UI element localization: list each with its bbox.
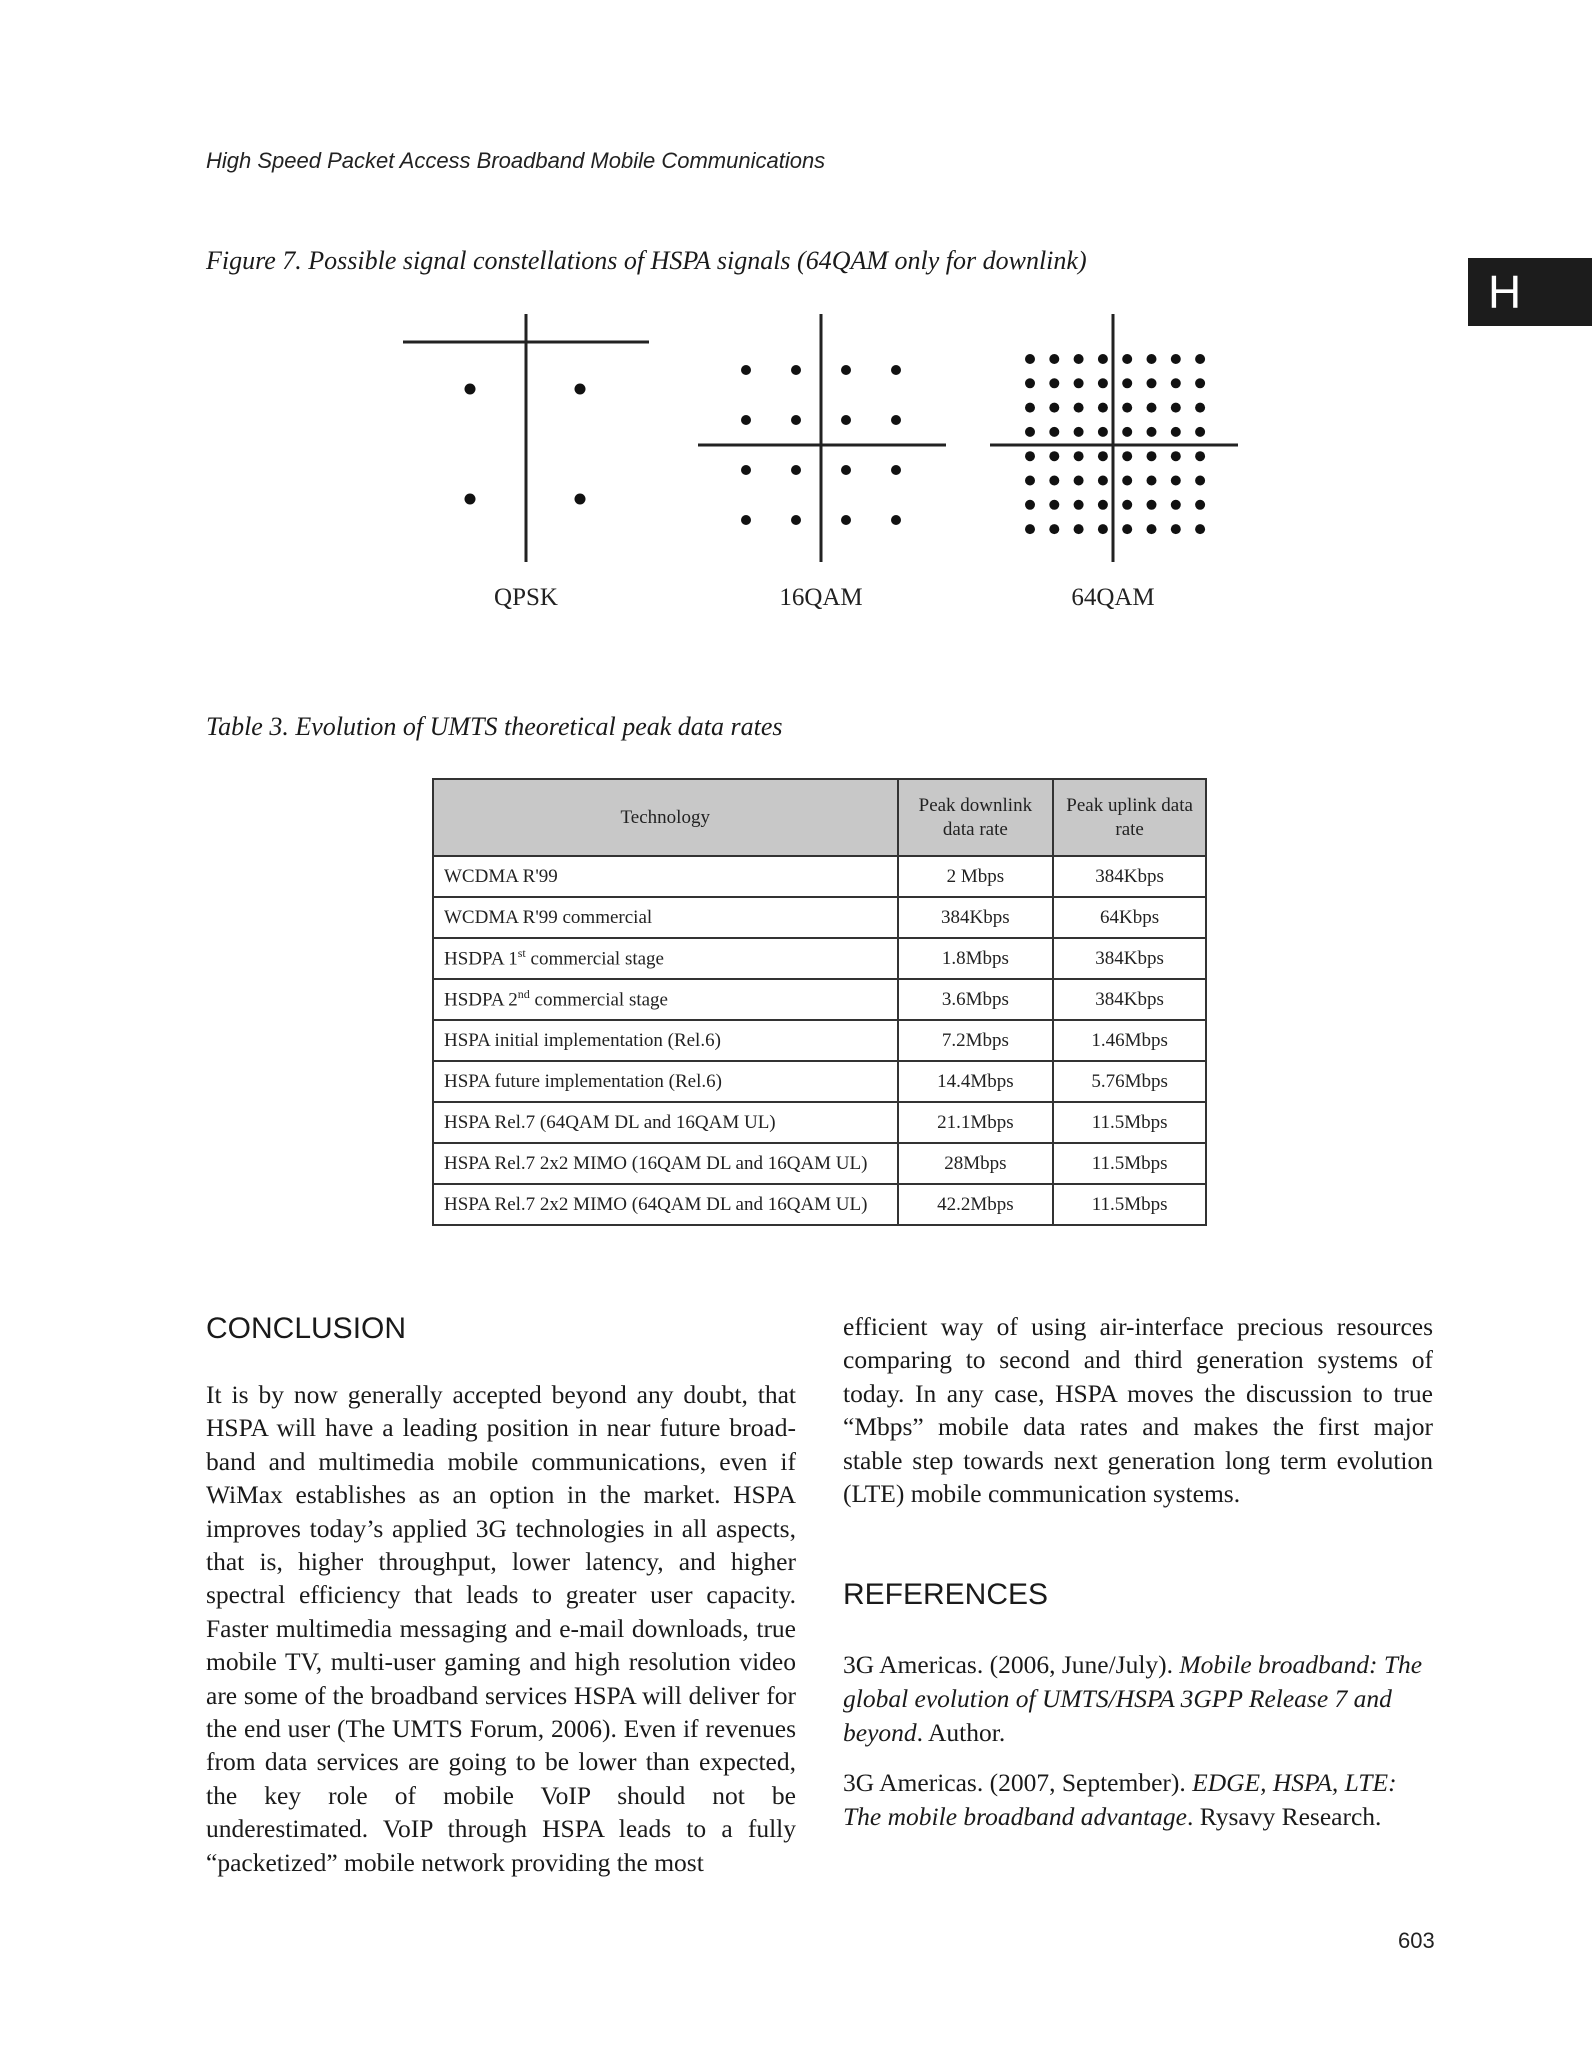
64qam-symbol-point [1195, 354, 1205, 364]
qpsk-symbol-point [575, 494, 586, 505]
cell-peak-downlink: 384Kbps [898, 897, 1054, 938]
cell-peak-downlink: 3.6Mbps [898, 979, 1054, 1020]
64qam-symbol-point [1049, 500, 1059, 510]
16qam-symbol-point [841, 365, 851, 375]
16qam-symbol-point [741, 465, 751, 475]
64qam-symbol-point [1098, 427, 1108, 437]
64qam-symbol-point [1122, 403, 1132, 413]
64qam-symbol-point [1195, 378, 1205, 388]
64qam-symbol-point [1025, 378, 1035, 388]
64qam-symbol-point [1025, 427, 1035, 437]
64qam-symbol-point [1074, 500, 1084, 510]
page-number: 603 [1398, 1928, 1435, 1953]
cell-peak-uplink: 64Kbps [1053, 897, 1206, 938]
cell-peak-downlink: 42.2Mbps [898, 1184, 1054, 1225]
cell-technology: HSPA Rel.7 2x2 MIMO (64QAM DL and 16QAM UL) [433, 1184, 898, 1225]
header-peak-uplink: Peak uplink data rate [1053, 779, 1206, 856]
table-row [433, 1102, 1206, 1143]
cell-peak-downlink: 7.2Mbps [898, 1020, 1054, 1061]
table-caption: Table 3. Evolution of UMTS theoretical peak data rates [206, 712, 783, 741]
64qam-symbol-point [1195, 524, 1205, 534]
table-header-row [433, 779, 1206, 856]
16qam-label: 16QAM [779, 584, 863, 611]
table-row [433, 1184, 1206, 1225]
reference-title: Mobile broadband: The global evolution of UMTS/HSPA 3GPP Release 7 and beyond [843, 1650, 1423, 1747]
conclusion-heading: CONCLUSION [206, 1312, 407, 1345]
64qam-symbol-point [1049, 403, 1059, 413]
16qam-symbol-point [891, 415, 901, 425]
cell-technology: HSDPA 1st commercial stage [433, 938, 898, 979]
64qam-symbol-point [1122, 500, 1132, 510]
16qam-symbol-point [841, 515, 851, 525]
64qam-symbol-point [1025, 403, 1035, 413]
cell-peak-downlink: 2 Mbps [898, 856, 1054, 897]
64qam-symbol-point [1171, 378, 1181, 388]
64qam-symbol-point [1049, 378, 1059, 388]
64qam-symbol-point [1147, 354, 1157, 364]
reference-author: 3G Americas. (2006, June/July). [843, 1650, 1180, 1679]
64qam-symbol-point [1122, 378, 1132, 388]
16qam-symbol-point [791, 465, 801, 475]
16qam-symbol-point [891, 515, 901, 525]
conclusion-paragraph-2: efficient way of using air-interface precious resources comparing to second and third generation systems of today. In any case, HSPA moves the discussion to true “Mbps” mobile data rates and makes the first major stable step towards next generation long term evolution (LTE) mobile communication systems. [843, 1312, 1433, 1509]
16qam-symbol-point [841, 465, 851, 475]
64qam-symbol-point [1195, 403, 1205, 413]
16qam-symbol-point [741, 515, 751, 525]
64qam-symbol-point [1171, 500, 1181, 510]
conclusion-paragraph-1: It is by now generally accepted beyond any doubt, that HSPA will have a leading position in near future broad-band and multimedia mobile communications, even if WiMax establishes as an option in the market. HSPA improves today’s applied 3G technologies in all aspects, that is, higher throughput, lower latency, and higher spectral efficiency that leads to greater user capacity. Faster multimedia messaging and e-mail downloads, true mobile TV, multi-user gaming and high resolution video are some of the broadband services HSPA will deliver for the end user (The UMTS Forum, 2006). Even if revenues from data services are going to be lower than expected, the key role of mobile VoIP should not be underestimated. VoIP through HSPA leads to a fully “packetized” mobile network providing the most [206, 1380, 796, 1877]
64qam-symbol-point [1049, 524, 1059, 534]
64qam-symbol-point [1098, 354, 1108, 364]
cell-peak-uplink: 1.46Mbps [1053, 1020, 1206, 1061]
cell-peak-uplink: 384Kbps [1053, 979, 1206, 1020]
cell-peak-downlink: 1.8Mbps [898, 938, 1054, 979]
section-tab-marker: H [1468, 258, 1592, 326]
64qam-symbol-point [1098, 378, 1108, 388]
64qam-symbol-point [1122, 427, 1132, 437]
table-row [433, 938, 1206, 979]
reference-item [843, 1766, 1433, 1834]
64qam-label: 64QAM [1071, 584, 1155, 611]
64qam-constellation [990, 314, 1238, 562]
cell-peak-uplink: 384Kbps [1053, 856, 1206, 897]
cell-peak-downlink: 28Mbps [898, 1143, 1054, 1184]
64qam-symbol-point [1074, 403, 1084, 413]
table-row [433, 856, 1206, 897]
table-row [433, 979, 1206, 1020]
cell-technology: HSDPA 2nd commercial stage [433, 979, 898, 1020]
qpsk-constellation [403, 314, 649, 562]
64qam-symbol-point [1098, 476, 1108, 486]
cell-technology: WCDMA R'99 commercial [433, 897, 898, 938]
64qam-symbol-point [1122, 451, 1132, 461]
references-heading: REFERENCES [843, 1578, 1049, 1611]
64qam-symbol-point [1171, 524, 1181, 534]
64qam-symbol-point [1098, 500, 1108, 510]
64qam-symbol-point [1074, 354, 1084, 364]
qpsk-symbol-point [465, 494, 476, 505]
64qam-symbol-point [1171, 403, 1181, 413]
64qam-symbol-point [1171, 354, 1181, 364]
16qam-symbol-point [741, 365, 751, 375]
reference-rest: . Rysavy Research. [1186, 1802, 1382, 1831]
64qam-symbol-point [1074, 451, 1084, 461]
16qam-symbol-point [791, 415, 801, 425]
cell-technology: HSPA Rel.7 (64QAM DL and 16QAM UL) [433, 1102, 898, 1143]
64qam-symbol-point [1195, 451, 1205, 461]
64qam-symbol-point [1049, 476, 1059, 486]
64qam-symbol-point [1195, 427, 1205, 437]
64qam-symbol-point [1195, 476, 1205, 486]
64qam-symbol-point [1147, 500, 1157, 510]
cell-peak-uplink: 11.5Mbps [1053, 1102, 1206, 1143]
64qam-symbol-point [1098, 524, 1108, 534]
64qam-symbol-point [1049, 451, 1059, 461]
table-row [433, 897, 1206, 938]
64qam-symbol-point [1147, 451, 1157, 461]
16qam-symbol-point [891, 365, 901, 375]
64qam-symbol-point [1025, 500, 1035, 510]
64qam-symbol-point [1147, 403, 1157, 413]
cell-peak-uplink: 384Kbps [1053, 938, 1206, 979]
16qam-symbol-point [841, 415, 851, 425]
constellation-figure [0, 0, 1592, 640]
64qam-symbol-point [1147, 427, 1157, 437]
64qam-symbol-point [1025, 451, 1035, 461]
64qam-symbol-point [1147, 476, 1157, 486]
running-header: High Speed Packet Access Broadband Mobile Communications [206, 148, 826, 173]
cell-peak-uplink: 11.5Mbps [1053, 1184, 1206, 1225]
64qam-symbol-point [1171, 451, 1181, 461]
64qam-symbol-point [1098, 403, 1108, 413]
peak-data-rates-table [432, 778, 1207, 1226]
64qam-symbol-point [1122, 476, 1132, 486]
64qam-symbol-point [1171, 476, 1181, 486]
64qam-symbol-point [1195, 500, 1205, 510]
cell-peak-downlink: 21.1Mbps [898, 1102, 1054, 1143]
64qam-symbol-point [1074, 378, 1084, 388]
64qam-symbol-point [1025, 524, 1035, 534]
cell-technology: HSPA future implementation (Rel.6) [433, 1061, 898, 1102]
64qam-symbol-point [1025, 476, 1035, 486]
cell-peak-uplink: 11.5Mbps [1053, 1143, 1206, 1184]
64qam-symbol-point [1049, 354, 1059, 364]
64qam-symbol-point [1122, 354, 1132, 364]
64qam-symbol-point [1122, 524, 1132, 534]
16qam-symbol-point [891, 465, 901, 475]
cell-peak-uplink: 5.76Mbps [1053, 1061, 1206, 1102]
64qam-symbol-point [1074, 427, 1084, 437]
qpsk-symbol-point [465, 384, 476, 395]
reference-item [843, 1648, 1433, 1750]
reference-title: EDGE, HSPA, LTE: The mobile broadband advantage [843, 1768, 1397, 1831]
table-row [433, 1020, 1206, 1061]
64qam-symbol-point [1049, 427, 1059, 437]
reference-author: 3G Americas. (2007, September). [843, 1768, 1193, 1797]
16qam-symbol-point [741, 415, 751, 425]
cell-technology: HSPA initial implementation (Rel.6) [433, 1020, 898, 1061]
table-row [433, 1143, 1206, 1184]
64qam-symbol-point [1147, 378, 1157, 388]
header-peak-downlink: Peak downlink data rate [898, 779, 1054, 856]
64qam-symbol-point [1147, 524, 1157, 534]
cell-peak-downlink: 14.4Mbps [898, 1061, 1054, 1102]
16qam-symbol-point [791, 515, 801, 525]
qpsk-label: QPSK [494, 584, 558, 611]
16qam-symbol-point [791, 365, 801, 375]
cell-technology: HSPA Rel.7 2x2 MIMO (16QAM DL and 16QAM UL) [433, 1143, 898, 1184]
64qam-symbol-point [1098, 451, 1108, 461]
16qam-constellation [698, 314, 946, 562]
cell-technology: WCDMA R'99 [433, 856, 898, 897]
header-technology: Technology [433, 779, 898, 856]
qpsk-symbol-point [575, 384, 586, 395]
64qam-symbol-point [1074, 476, 1084, 486]
64qam-symbol-point [1025, 354, 1035, 364]
64qam-symbol-point [1171, 427, 1181, 437]
reference-rest: . Author. [916, 1718, 1006, 1747]
figure-caption: Figure 7. Possible signal constellations of HSPA signals (64QAM only for downlink) [206, 246, 1087, 275]
table-row [433, 1061, 1206, 1102]
64qam-symbol-point [1074, 524, 1084, 534]
